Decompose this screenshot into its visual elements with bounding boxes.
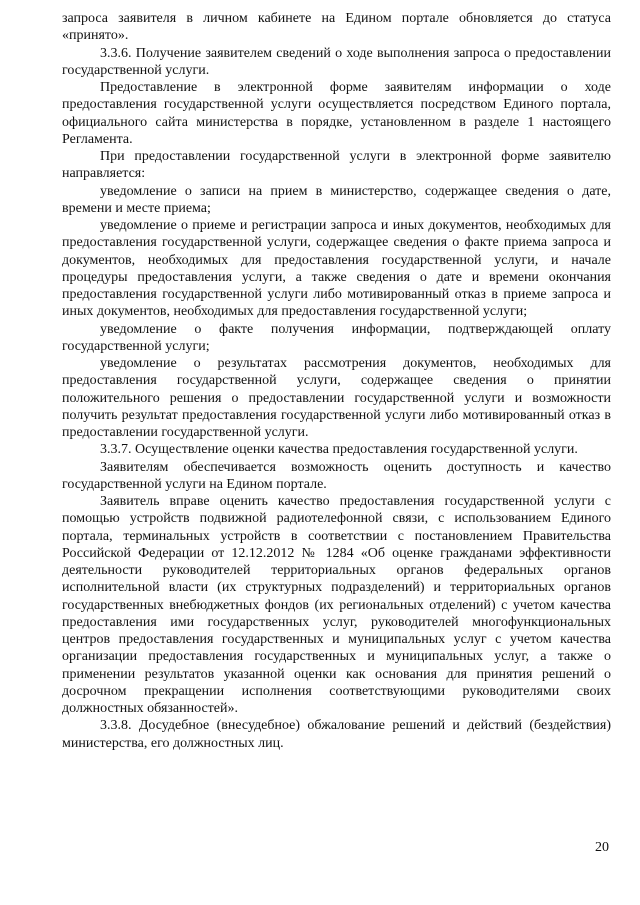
paragraph-section-3-3-6: 3.3.6. Получение заявителем сведений о ходе выполнения запроса о предоставлении государственной услуги. <box>62 45 611 78</box>
document-body <box>62 10 611 752</box>
paragraph-continuation: запроса заявителя в личном кабинете на Едином портале обновляется до статуса «принято». <box>62 11 611 44</box>
paragraph: При предоставлении государственной услуги в электронной форме заявителю направляется: <box>62 149 611 182</box>
paragraph: Предоставление в электронной форме заявителям информации о ходе предоставления государственной услуги осуществляется посредством Единого портала, официального сайта министерства в порядке, установленном в разделе 1 настоящего Регламента. <box>62 80 611 147</box>
paragraph: Заявитель вправе оценить качество предоставления государственной услуги с помощью устройств подвижной радиотелефонной связи, с использованием Единого портала, терминальных устройств в соответствии с постановлением Правительства Российской Федерации от 12.12.2012 № 1284 «Об оценке гражданами эффективности деятельности руководителей территориальных органов федеральных органов исполнительной власти (их структурных подразделений) и территориальных органов государственных внебюджетных фондов (их региональных отделений) с учетом качества предоставления ими государственных услуг, руководителей многофункциональных центров предоставления государственных и муниципальных услуг с учетом качества организации предоставления государственных и муниципальных услуг, а также о применении результатов указанной оценки как основания для принятия решений о досрочном прекращении исполнения соответствующими руководителями своих должностных обязанностей». <box>62 494 611 716</box>
list-item: уведомление о приеме и регистрации запроса и иных документов, необходимых для предоставления государственной услуги, содержащее сведения о факте приема запроса и документов, необходимых для предоставления государственной услуги, и начале процедуры предоставления услуги, а также сведения о дате и времени окончания предоставления государственной услуги либо мотивированный отказ в приеме запроса и иных документов, необходимых для предоставления государственной услуги; <box>62 218 611 320</box>
list-item: уведомление о результатах рассмотрения документов, необходимых для предоставления государственной услуги, содержащее сведения о принятии положительного решения о предоставлении государственной услуги и возможности получить результат предоставления государственной услуги либо мотивированный отказ в предоставлении государственной услуги. <box>62 356 611 440</box>
paragraph: Заявителям обеспечивается возможность оценить доступность и качество государственной услуги на Едином портале. <box>62 459 611 492</box>
paragraph-section-3-3-8: 3.3.8. Досудебное (внесудебное) обжалование решений и действий (бездействия) министерства, его должностных лиц. <box>62 718 611 751</box>
paragraph-section-3-3-7: 3.3.7. Осуществление оценки качества предоставления государственной услуги. <box>100 442 578 458</box>
list-item: уведомление о факте получения информации, подтверждающей оплату государственной услуги; <box>62 321 611 354</box>
page-number: 20 <box>595 840 609 855</box>
list-item: уведомление о записи на прием в министерство, содержащее сведения о дате, времени и месте приема; <box>62 183 611 216</box>
